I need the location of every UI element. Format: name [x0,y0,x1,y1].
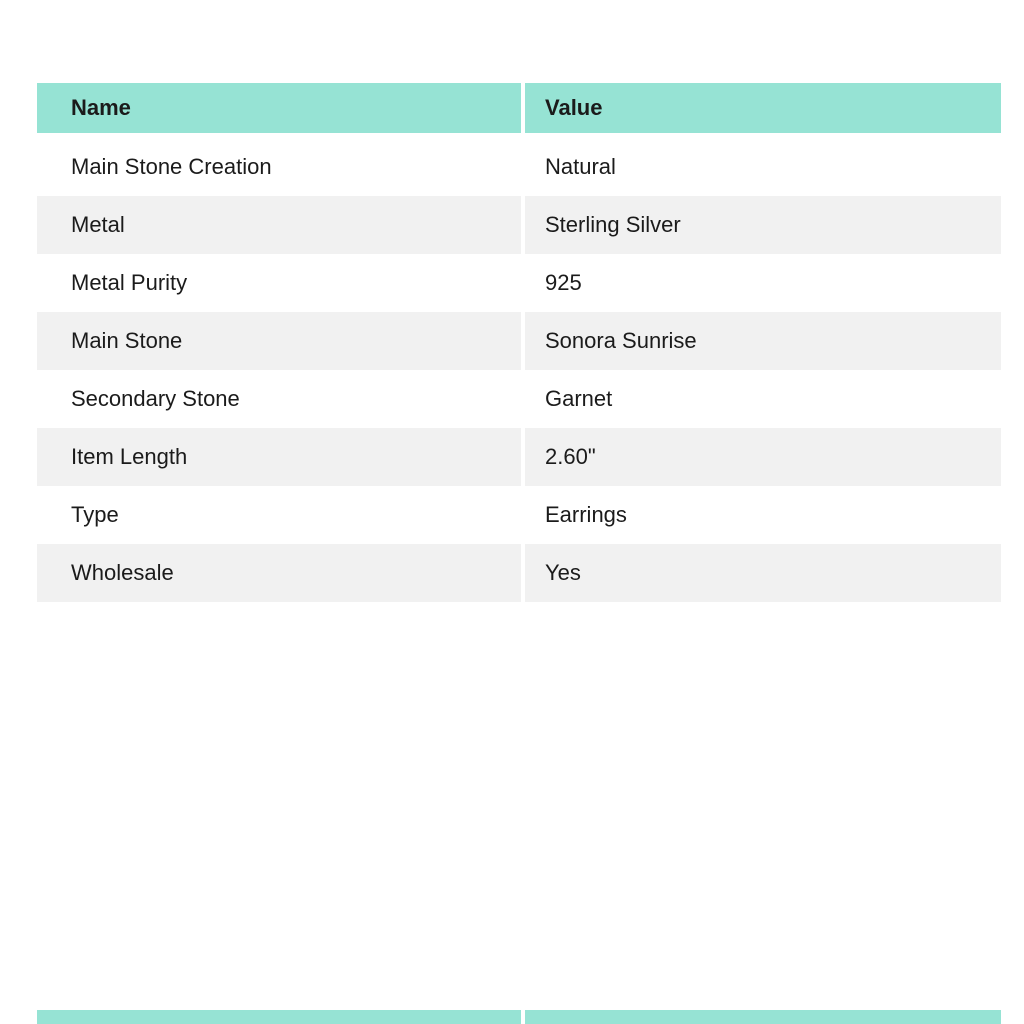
table-row [37,428,1001,486]
spec-value: Sterling Silver [525,196,1001,254]
spec-name: Type [37,486,521,544]
spec-value: 2.60" [525,428,1001,486]
spec-table [37,83,1001,602]
spec-value: Garnet [525,370,1001,428]
partial-next-table-header [37,1010,1001,1024]
spec-table-header [37,83,1001,133]
spec-name: Item Length [37,428,521,486]
table-row [37,370,1001,428]
table-row [37,196,1001,254]
table-row [37,312,1001,370]
partial-header-cell-value [525,1010,1001,1024]
header-cell-name: Name [37,83,521,133]
spec-value: 925 [525,254,1001,312]
partial-header-cell-name [37,1010,521,1024]
table-row [37,486,1001,544]
table-row [37,138,1001,196]
spec-name: Main Stone [37,312,521,370]
spec-table-body [37,138,1001,602]
spec-name: Main Stone Creation [37,138,521,196]
spec-name: Metal [37,196,521,254]
table-row [37,544,1001,602]
spec-value: Earrings [525,486,1001,544]
spec-name: Metal Purity [37,254,521,312]
header-cell-value: Value [525,83,1001,133]
spec-value: Yes [525,544,1001,602]
spec-value: Sonora Sunrise [525,312,1001,370]
table-row [37,254,1001,312]
spec-name: Wholesale [37,544,521,602]
spec-name: Secondary Stone [37,370,521,428]
spec-value: Natural [525,138,1001,196]
